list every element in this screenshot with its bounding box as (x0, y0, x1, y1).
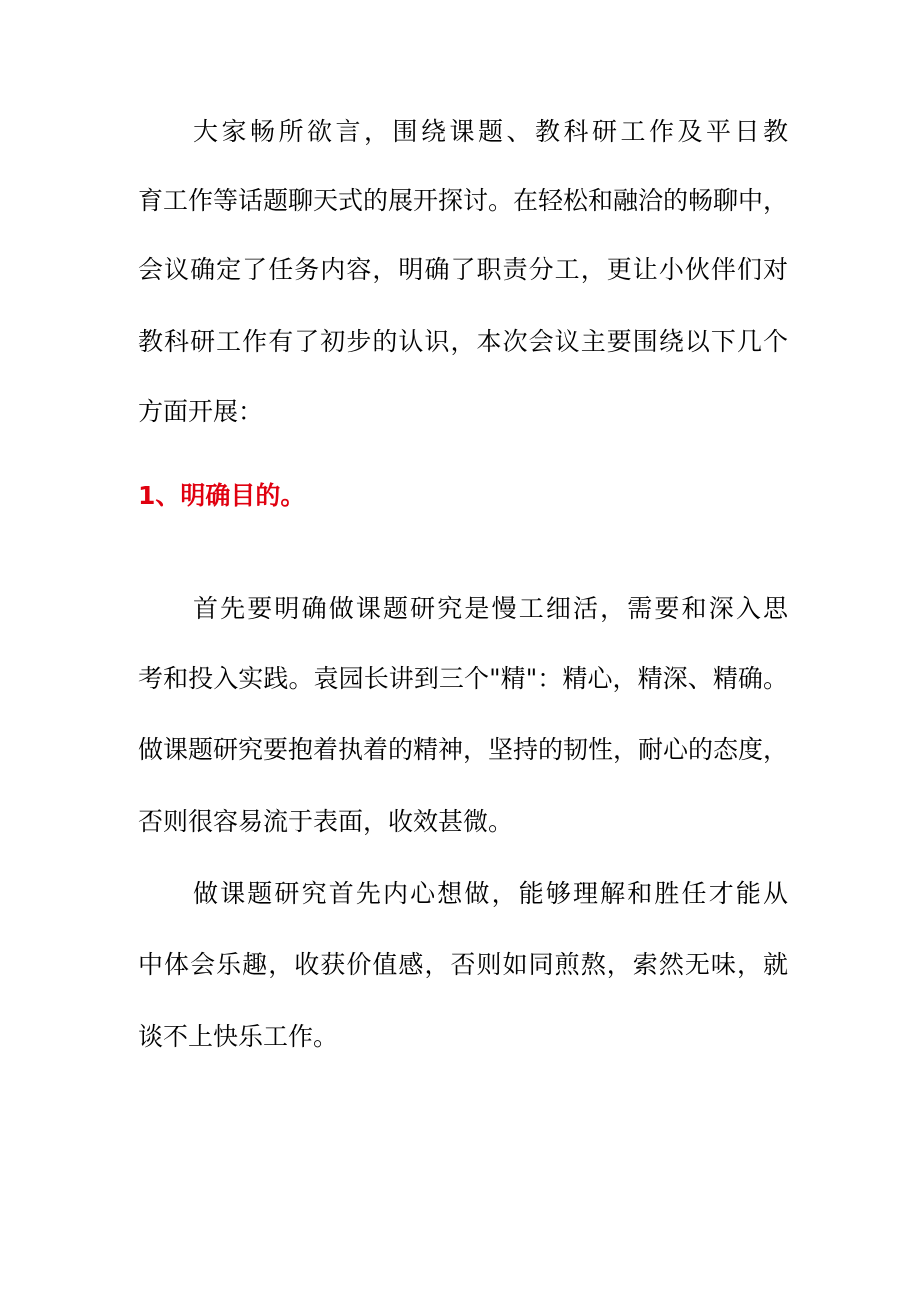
paragraph-2-line-4: 否则很容易流于表面，收效甚微。 (138, 807, 514, 836)
paragraph-1-line-2: 育工作等话题聊天式的展开探讨。在轻松和融洽的畅聊中， (138, 186, 788, 215)
paragraph-2-line-2: 考和投入实践。袁园长讲到三个"精"：精心，精深、精确。 (138, 664, 788, 693)
paragraph-2-line-1: 首先要明确做课题研究是慢工细活，需要和深入思 (193, 594, 788, 623)
paragraph-3-line-2: 中体会乐趣，收获价值感，否则如同煎熬，索然无味，就 (138, 950, 788, 979)
paragraph-1-line-3: 会议确定了任务内容，明确了职责分工，更让小伙伴们对 (138, 255, 788, 284)
paragraph-3-line-3: 谈不上快乐工作。 (138, 1022, 339, 1051)
paragraph-1-line-4: 教科研工作有了初步的认识，本次会议主要围绕以下几个 (138, 327, 788, 356)
paragraph-1-line-5: 方面开展： (138, 397, 264, 426)
paragraph-1-line-1: 大家畅所欲言，围绕课题、教科研工作及平日教 (193, 117, 788, 146)
paragraph-2-line-3: 做课题研究要抱着执着的精神，坚持的韧性，耐心的态度， (138, 735, 788, 764)
section-heading: 1、明确目的。 (138, 481, 306, 510)
paragraph-3-line-1: 做课题研究首先内心想做，能够理解和胜任才能从 (193, 879, 788, 908)
